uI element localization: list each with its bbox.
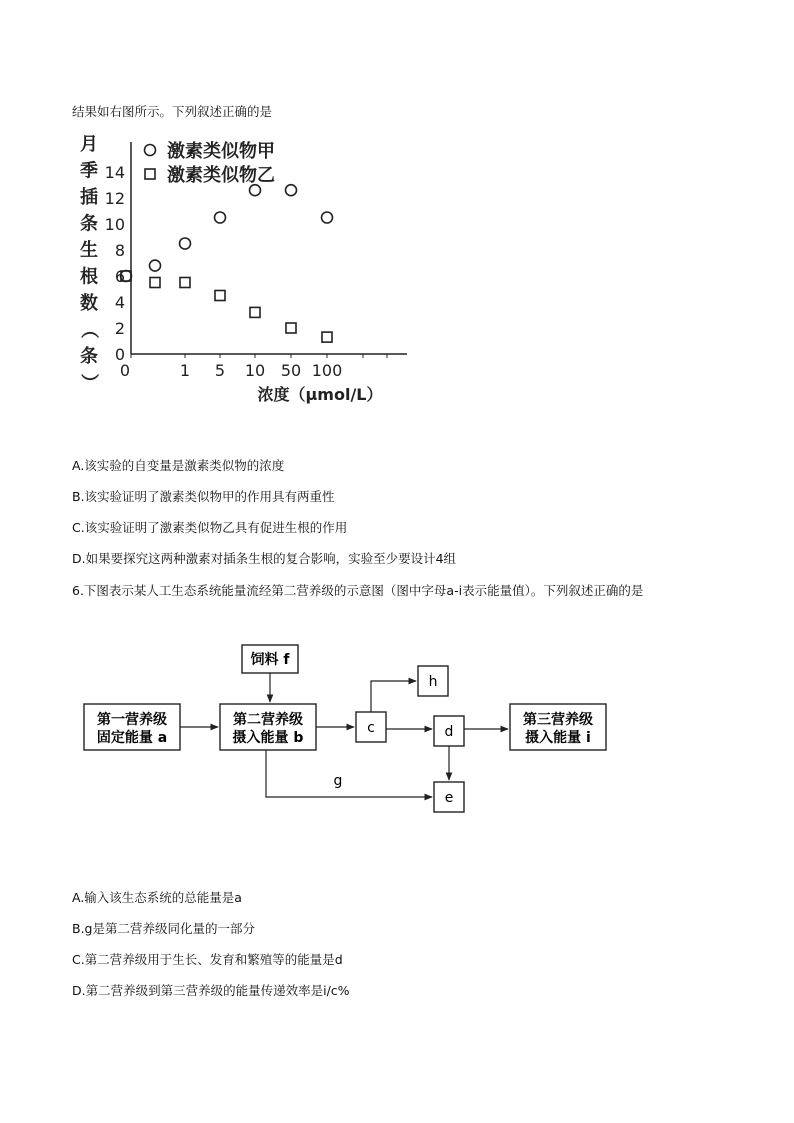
point-hormone-b [322, 332, 332, 342]
point-hormone-b [215, 291, 225, 301]
y-axis-label-char: 生 [80, 240, 98, 261]
y-axis-label [78, 134, 99, 392]
rooting-scatter-chart [75, 128, 415, 413]
question-6-stem: 6.下图表示某人工生态系统能量流经第二营养级的示意图（图中字母a-i表示能量值）。下列叙述正确的是 [72, 583, 644, 598]
node-d-label: d [444, 724, 454, 740]
y-axis-label-char: （ [78, 320, 99, 339]
point-hormone-b [286, 323, 296, 333]
y-axis-label-char: 数 [80, 293, 98, 314]
point-hormone-a [250, 185, 261, 196]
edge-g-label: g [333, 773, 343, 789]
legend-marker-square [145, 169, 155, 179]
y-tick-label: 6 [114, 267, 125, 286]
q5-option-a: A.该实验的自变量是激素类似物的浓度 [72, 458, 285, 473]
x-tick-label: 10 [244, 361, 266, 380]
data-points [121, 185, 333, 342]
node-second-trophic-line1: 第二营养级 [233, 712, 303, 728]
point-hormone-a [322, 212, 333, 223]
point-hormone-a [150, 260, 161, 271]
y-tick-label: 8 [114, 241, 125, 260]
y-axis-label-char: 条 [80, 346, 98, 367]
point-hormone-b [150, 278, 160, 288]
node-third-trophic-line1: 第三营养级 [523, 712, 593, 728]
x-axis-label: 浓度（μmol/L） [257, 385, 383, 404]
point-hormone-b [180, 278, 190, 288]
x-tick-labels [120, 361, 342, 380]
y-tick-label: 4 [114, 293, 125, 312]
y-axis-label-char: 条 [80, 213, 98, 235]
legend-label: 激素类似物乙 [167, 165, 275, 186]
question-5-intro: 结果如右图所示。下列叙述正确的是 [72, 104, 273, 119]
node-first-trophic-line1: 第一营养级 [97, 712, 167, 728]
x-tick-label: 1 [179, 361, 191, 380]
arrow-c-to-h [371, 681, 416, 712]
x-tick-label: 100 [311, 361, 343, 380]
x-tick-label: 0 [119, 361, 131, 380]
node-e-label: e [444, 790, 454, 806]
q6-option-a: A.输入该生态系统的总能量是a [72, 890, 242, 905]
node-feed-label: 饲料 f [250, 652, 290, 668]
q6-option-b: B.g是第二营养级同化量的一部分 [72, 921, 255, 936]
legend-marker-circle [145, 145, 156, 156]
arrow-b-to-e-g [266, 750, 432, 797]
y-tick-label: 10 [104, 215, 125, 234]
legend [145, 140, 276, 186]
point-hormone-a [215, 212, 226, 223]
y-tick-label: 14 [104, 163, 125, 182]
y-tick-label: 0 [114, 345, 125, 364]
point-hormone-a [180, 238, 191, 249]
node-h-label: h [428, 674, 438, 690]
y-axis-label-char: 根 [80, 266, 98, 288]
x-tick-label: 50 [280, 361, 302, 380]
q6-option-d: D.第二营养级到第三营养级的能量传递效率是i/c% [72, 983, 350, 998]
legend-label: 激素类似物甲 [167, 141, 275, 162]
node-first-trophic-line2: 固定能量 a [96, 730, 168, 746]
x-tick-label: 5 [214, 361, 226, 380]
y-axis-label-char: ） [78, 373, 99, 392]
point-hormone-b [250, 307, 260, 317]
y-tick-labels [105, 163, 125, 364]
node-second-trophic-line2: 摄入能量 b [232, 730, 304, 746]
node-third-trophic-line2: 摄入能量 i [525, 730, 591, 746]
q5-option-d: D.如果要探究这两种激素对插条生根的复合影响，实验至少要设计4组 [72, 551, 457, 566]
point-hormone-a [286, 185, 297, 196]
q5-option-c: C.该实验证明了激素类似物乙具有促进生根的作用 [72, 520, 348, 535]
q5-option-b: B.该实验证明了激素类似物甲的作用具有两重性 [72, 489, 335, 504]
y-axis-label-char: 季 [80, 160, 98, 182]
energy-flow-diagram [70, 640, 630, 820]
y-axis-label-char: 月 [80, 134, 98, 155]
node-c-label: c [367, 720, 375, 736]
y-axis-label-char: 插 [80, 187, 98, 208]
y-tick-label: 2 [114, 319, 125, 338]
y-tick-label: 12 [104, 189, 125, 208]
q6-option-c: C.第二营养级用于生长、发育和繁殖等的能量是d [72, 952, 343, 967]
